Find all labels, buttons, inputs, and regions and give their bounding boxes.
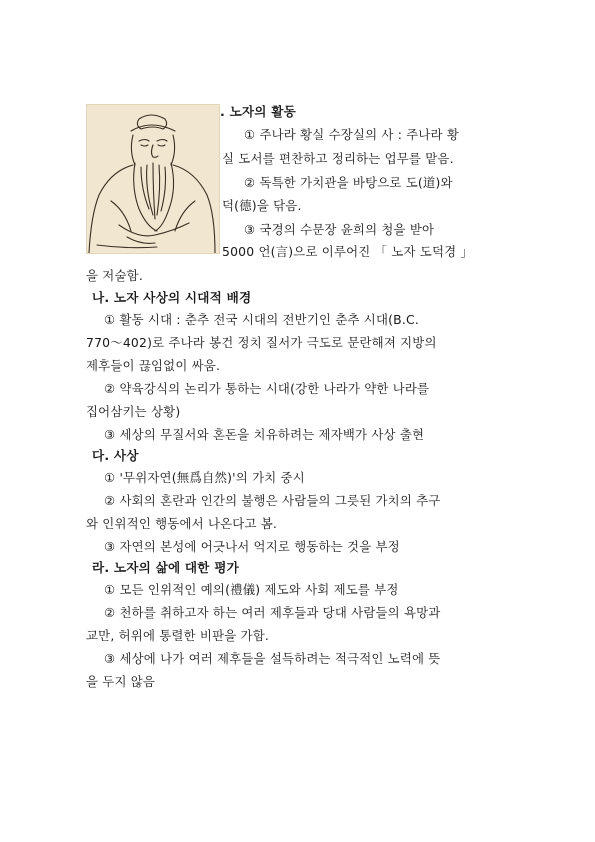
text-line: ① 모든 인위적인 예의(禮儀) 제도와 사회 제도를 부정 xyxy=(104,582,399,597)
text-line: ② 약육강식의 논리가 통하는 시대(강한 나라가 약한 나라를 xyxy=(104,381,430,396)
text-line: ① '무위자연(無爲自然)'의 가치 중시 xyxy=(104,470,305,485)
section-heading-background: 나. 노자 사상의 시대적 배경 xyxy=(92,290,252,305)
text-line: 집어삼키는 상황) xyxy=(86,404,181,419)
text-line: 을 저술함. xyxy=(86,268,143,283)
text-line: ② 독특한 가치관을 바탕으로 도(道)와 xyxy=(244,175,453,190)
text-line: ③ 세상에 나가 여러 제후들을 설득하려는 적극적인 노력에 뜻 xyxy=(104,651,441,666)
text-line: 5000 언(言)으로 이루어진 「 노자 도덕경 」 xyxy=(222,244,474,259)
text-line: 실 도서를 편찬하고 정리하는 업무를 맡음. xyxy=(222,151,454,166)
text-line: 덕(德)을 닦음. xyxy=(222,198,302,213)
text-line: ① 주나라 황실 수장실의 사 : 주나라 황 xyxy=(244,127,460,142)
text-line: 교만, 허위에 통렬한 비판을 가함. xyxy=(86,628,270,643)
text-line: 을 두지 않음 xyxy=(86,674,156,689)
laozi-portrait xyxy=(86,104,220,254)
section-heading-laozi-activities: . 노자의 활동 xyxy=(220,104,296,119)
text-line: ② 천하를 취하고자 하는 여러 제후들과 당대 사람들의 욕망과 xyxy=(104,605,441,620)
laozi-portrait-drawing xyxy=(87,105,219,253)
text-line: ③ 자연의 본성에 어긋나서 억지로 행동하는 것을 부정 xyxy=(104,539,400,554)
text-line: 770～402)로 주나라 봉건 정치 질서가 극도로 문란해져 지방의 xyxy=(86,335,437,350)
section-heading-evaluation: 라. 노자의 삶에 대한 평가 xyxy=(92,560,239,575)
text-line: 와 인위적인 행동에서 나온다고 봄. xyxy=(86,516,278,531)
text-line: ③ 세상의 무질서와 혼돈을 치유하려는 제자백가 사상 출현 xyxy=(104,427,425,442)
text-line: 제후들이 끊임없이 싸움. xyxy=(86,358,221,373)
section-heading-thought: 다. 사상 xyxy=(92,448,139,463)
text-line: ① 활동 시대 : 춘추 전국 시대의 전반기인 춘추 시대(B.C. xyxy=(104,312,420,327)
text-line: ③ 국경의 수문장 윤희의 청을 받아 xyxy=(244,222,435,237)
text-line: ② 사회의 혼란과 인간의 불행은 사람들의 그릇된 가치의 추구 xyxy=(104,493,441,508)
